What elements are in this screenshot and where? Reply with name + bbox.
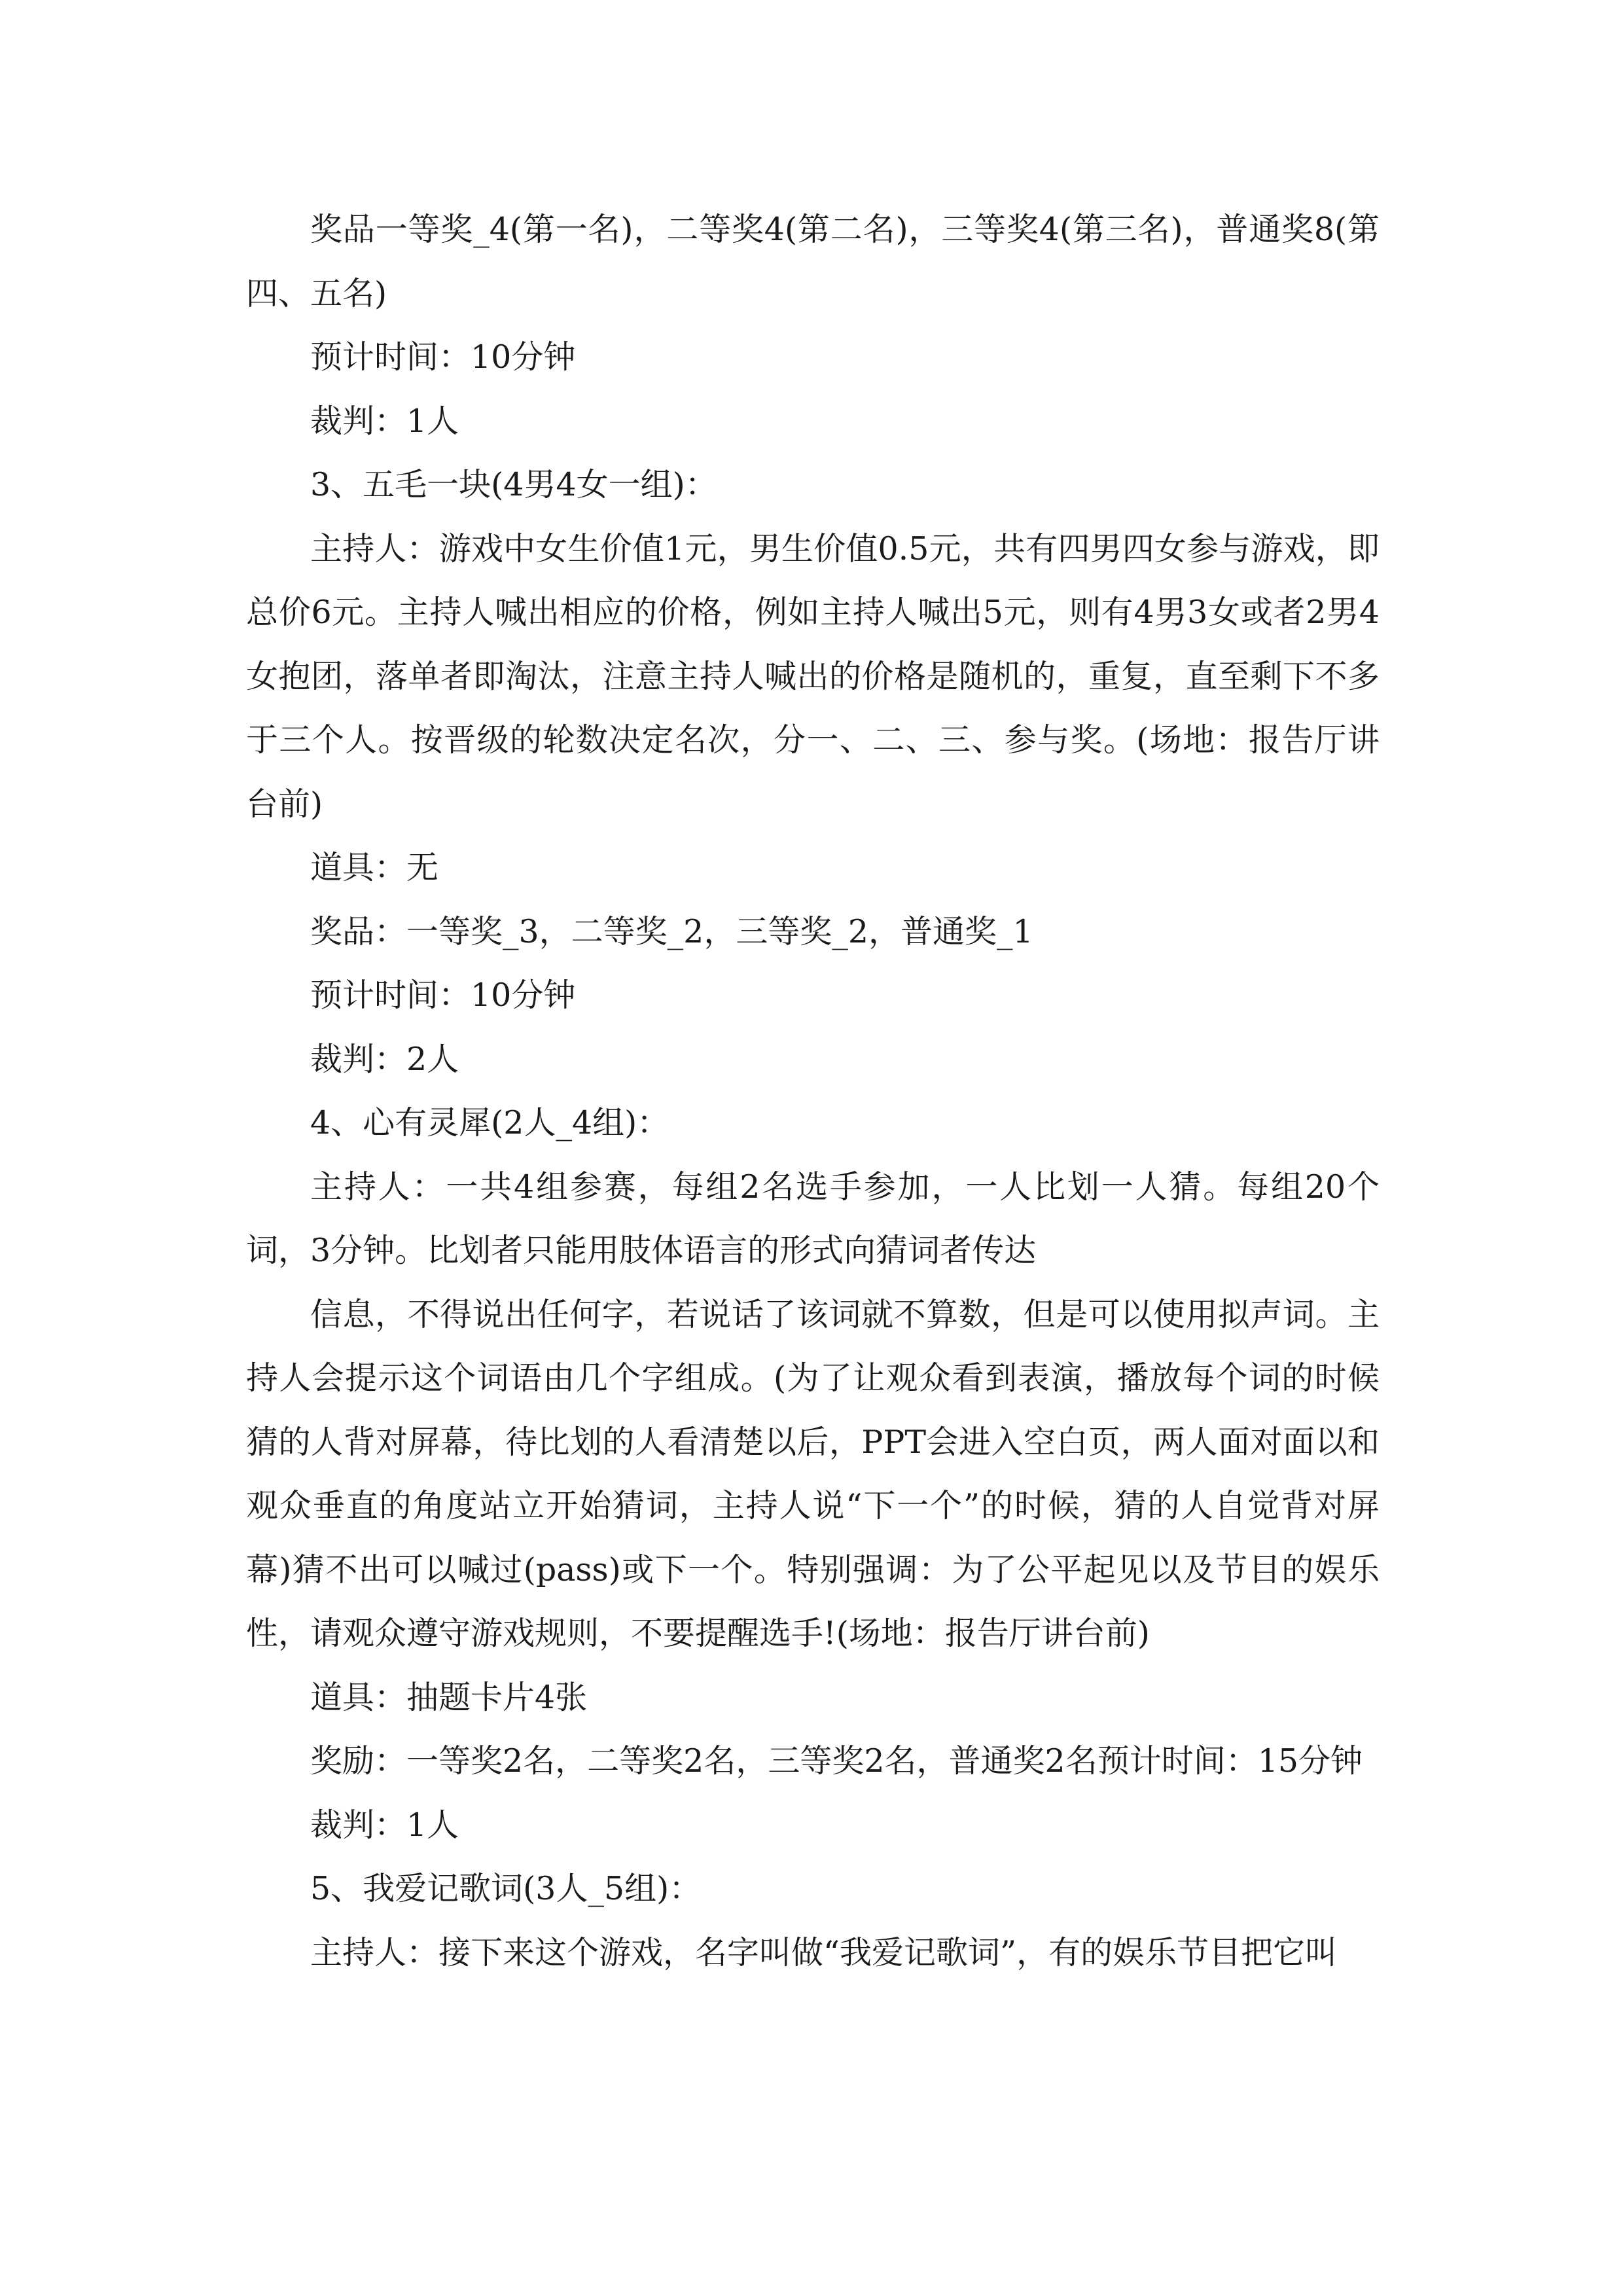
heading-game-5: 5、我爱记歌词(3人_5组)：: [310, 1870, 702, 1907]
paragraph-prizes-game-3: 奖品：一等奖_3，二等奖_2，三等奖_2，普通奖_1: [310, 912, 1033, 950]
paragraph-host-game-5: 主持人：接下来这个游戏，名字叫做“我爱记歌词”，有的娱乐节目把它叫: [310, 1933, 1338, 1971]
paragraph-prizes-game-4: 奖励：一等奖2名，二等奖2名，三等奖2名，普通奖2名预计时间：15分钟: [310, 1742, 1363, 1780]
paragraph-props-game-3: 道具：无: [310, 849, 439, 886]
paragraph-props-game-4: 道具：抽题卡片4张: [310, 1678, 588, 1716]
heading-game-3: 3、五毛一块(4男4女一组)：: [310, 466, 717, 503]
paragraph-host-game-4: 主持人：一共4组参赛，每组2名选手参加，一人比划一人猜。每组20个词，3分钟。比划者只能用肢体语言的形式向猜词者传达: [246, 1168, 1380, 1269]
paragraph-host-game-3: 主持人：游戏中女生价值1元，男生价值0.5元，共有四男四女参与游戏，即总价6元。主持人喊出相应的价格，例如主持人喊出5元，则有4男3女或者2男4女抱团，落单者即淘汰，注意主持人喊出的价格是随机的，重复，直至剩下不多于三个人。按晋级的轮数决定名次，分一、二、三、参与奖。(场地：报告厅讲台前): [246, 529, 1380, 823]
paragraph-time-game-2: 预计时间：10分钟: [310, 338, 576, 376]
paragraph-referee-game-3: 裁判：2人: [310, 1040, 459, 1078]
paragraph-prizes-game-2: 奖品一等奖_4(第一名)，二等奖4(第二名)，三等奖4(第三名)，普通奖8(第四、五名): [246, 211, 1380, 312]
heading-game-4: 4、心有灵犀(2人_4组)：: [310, 1104, 669, 1141]
document-body: [246, 198, 1380, 1984]
paragraph-referee-game-4: 裁判：1人: [310, 1806, 459, 1844]
paragraph-referee-game-2: 裁判：1人: [310, 402, 459, 440]
paragraph-rules-game-4: 信息，不得说出任何字，若说话了该词就不算数，但是可以使用拟声词。主持人会提示这个词语由几个字组成。(为了让观众看到表演，播放每个词的时候猜的人背对屏幕，待比划的人看清楚以后，PPT会进入空白页，两人面对面以和观众垂直的角度站立开始猜词，主持人说“下一个”的时候，猜的人自觉背对屏幕)猜不出可以喊过(pass)或下一个。特别强调：为了公平起见以及节目的娱乐性，请观众遵守游戏规则，不要提醒选手!(场地：报告厅讲台前): [246, 1295, 1380, 1652]
paragraph-time-game-3: 预计时间：10分钟: [310, 977, 576, 1014]
